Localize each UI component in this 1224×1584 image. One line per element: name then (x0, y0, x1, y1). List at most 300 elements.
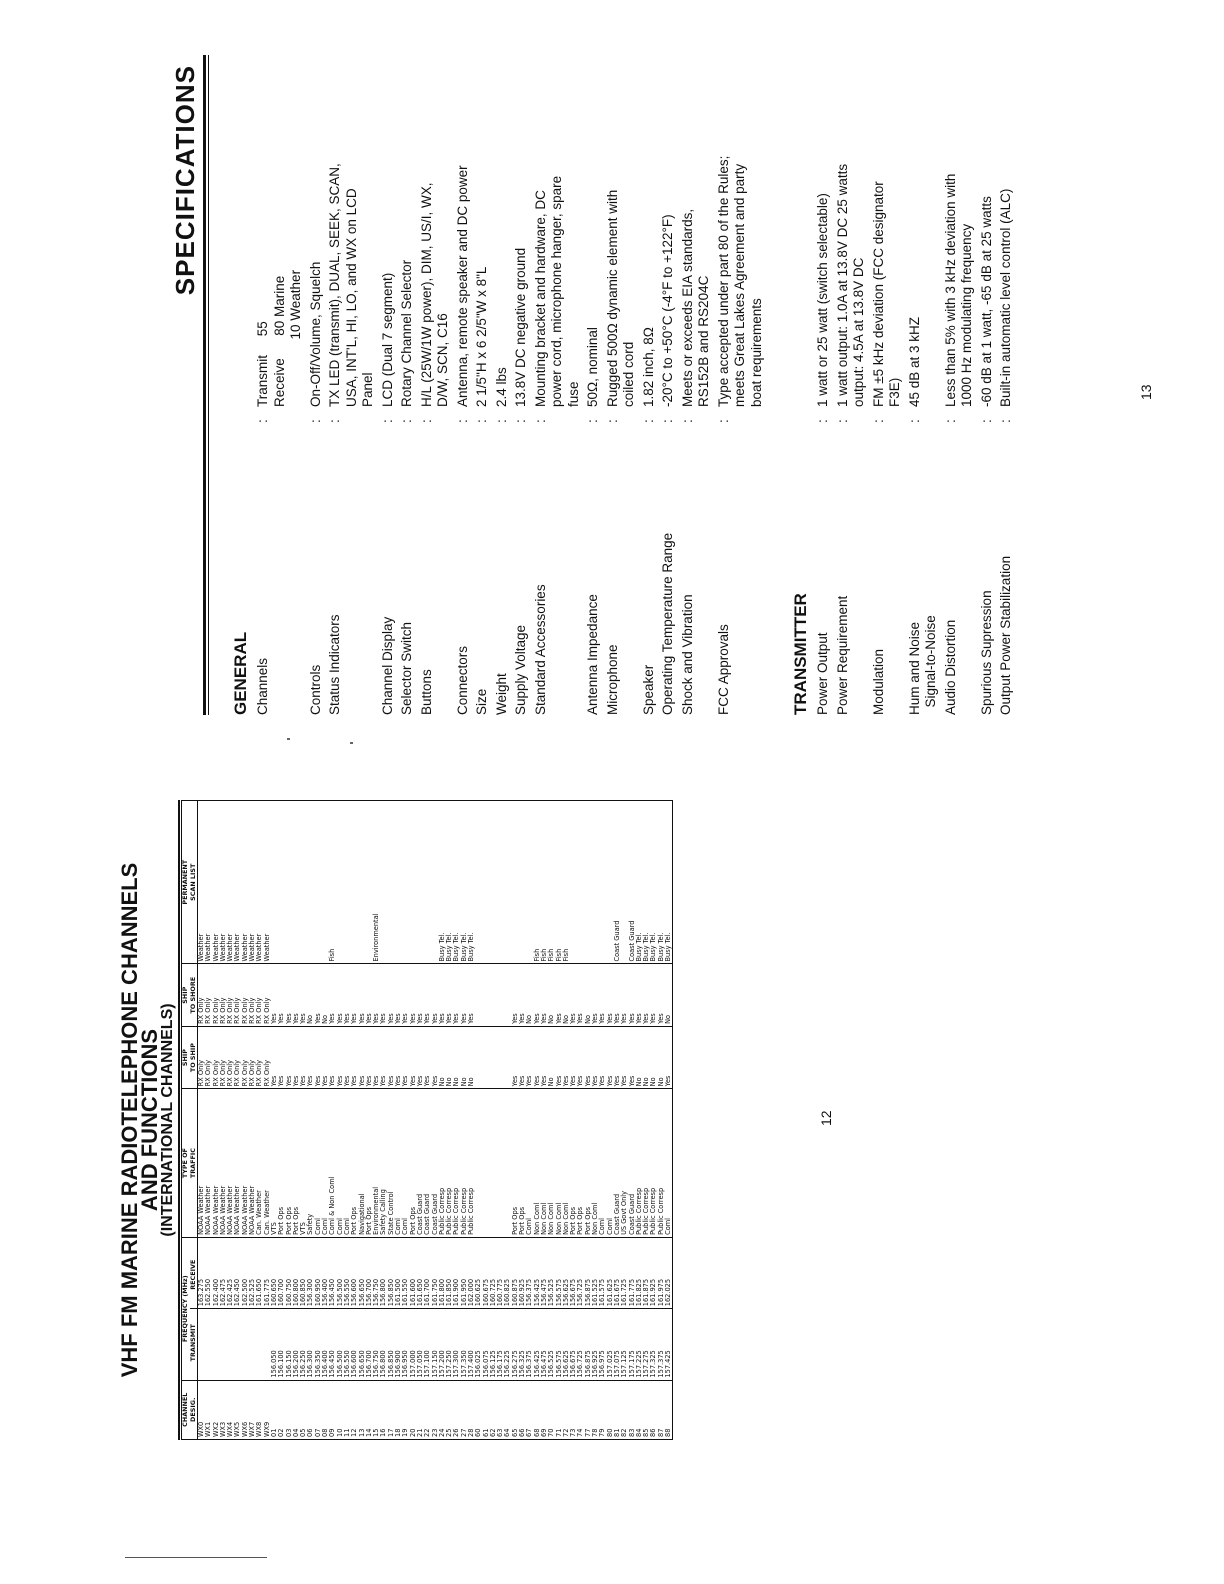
table-cell: 156.750 (373, 1237, 380, 1308)
table-cell (475, 801, 482, 965)
table-cell (198, 1309, 206, 1380)
spec-value: 45 dB at 3 kHZ (906, 316, 922, 407)
table-cell: 156.150 (286, 1309, 293, 1380)
table-cell: 28 (468, 1380, 475, 1439)
table-row (658, 801, 665, 1440)
spec-row (399, 55, 416, 715)
table-cell: 162.425 (227, 1237, 234, 1308)
table-cell: Yes (424, 1026, 431, 1088)
spec-value: Less than 5% with 3 kHz deviation with 1000 Hz modulating frequency (942, 173, 974, 407)
table-cell: 156.725 (577, 1237, 584, 1308)
table-cell: State Control (388, 1089, 395, 1238)
table-cell: 156.725 (577, 1309, 584, 1380)
table-row (650, 801, 657, 1440)
table-cell: 156.450 (329, 1237, 336, 1308)
spec-label: Channels (255, 657, 270, 715)
table-cell (344, 801, 351, 965)
table-row (446, 801, 453, 1440)
table-cell: RX Only (264, 964, 271, 1026)
table-cell: Yes (556, 964, 563, 1026)
table-cell: Port Ops (293, 1089, 300, 1238)
table-cell: No (585, 964, 592, 1026)
table-cell (526, 801, 533, 965)
table-cell: Yes (453, 964, 460, 1026)
table-row (607, 801, 614, 1440)
spec-colon: : (998, 419, 1013, 423)
table-cell: 26 (453, 1380, 460, 1439)
title-rule (178, 800, 180, 1440)
table-cell: Yes (359, 964, 366, 1026)
spec-label: Speaker (640, 664, 656, 715)
table-cell (490, 964, 497, 1026)
table-cell: 156.600 (351, 1237, 358, 1308)
spec-label: Hum and Noise Signal-to-Noise (906, 615, 938, 715)
table-cell: 05 (300, 1380, 307, 1439)
table-cell: Yes (541, 964, 548, 1026)
table-cell: 156.175 (497, 1309, 504, 1380)
table-cell: Yes (658, 964, 665, 1026)
table-cell: Coast Guard (629, 801, 636, 965)
table-cell: 156.225 (504, 1309, 511, 1380)
table-cell: WX8 (256, 1380, 263, 1439)
table-cell: No (307, 964, 314, 1026)
table-cell: 156.525 (548, 1237, 555, 1308)
table-cell: Busy Tel. (665, 801, 673, 965)
spec-row (680, 55, 713, 715)
table-cell: Yes (512, 1026, 519, 1088)
table-cell: 162.500 (242, 1237, 249, 1308)
table-cell: Busy Tel. (643, 801, 650, 965)
title-rule-thick (203, 55, 206, 715)
table-row (497, 801, 504, 1440)
channel-table-body (198, 801, 673, 1440)
table-row (432, 801, 439, 1440)
table-cell: 16 (380, 1380, 387, 1439)
table-cell (278, 801, 285, 965)
spec-colon: : (660, 419, 675, 423)
table-cell (497, 801, 504, 965)
spec-colon: : (978, 419, 994, 423)
spec-label: Power Output (815, 632, 830, 715)
table-cell: 79 (599, 1380, 606, 1439)
table-cell: Yes (424, 964, 431, 1026)
header-ship-to-ship: SHIP TO SHIP (182, 1026, 198, 1088)
table-cell: Yes (577, 964, 584, 1026)
table-row (563, 801, 570, 1440)
table-cell: Busy Tel. (636, 801, 643, 965)
table-cell (234, 1309, 241, 1380)
table-cell: 156.475 (541, 1237, 548, 1308)
table-cell: 156.100 (278, 1309, 285, 1380)
transmitter-spec-list (815, 55, 1015, 715)
table-cell: Yes (329, 964, 336, 1026)
spec-row (455, 55, 472, 715)
table-cell: Coml (337, 1089, 344, 1238)
table-cell: Yes (629, 964, 636, 1026)
spec-row (419, 55, 452, 715)
table-row (453, 801, 460, 1440)
table-title-line2: AND FUNCTIONS (137, 1028, 162, 1212)
table-cell: Non Coml (534, 1089, 541, 1238)
table-cell: Yes (446, 964, 453, 1026)
scan-edge-line (125, 1557, 267, 1558)
header-scan-list: PERMANENT SCAN LIST (182, 801, 198, 965)
table-cell: 156.950 (402, 1309, 409, 1380)
table-cell: RX Only (213, 964, 220, 1026)
table-cell: Safety (307, 1089, 314, 1238)
table-cell: 161.725 (621, 1237, 628, 1308)
spec-label: Standard Accessories (532, 584, 548, 715)
table-cell: Yes (556, 1026, 563, 1088)
table-cell: Coml (526, 1089, 533, 1238)
general-spec-list (255, 55, 765, 715)
spec-label: Weight (493, 673, 509, 715)
table-cell: 156.325 (519, 1309, 526, 1380)
table-cell: No (446, 1026, 453, 1088)
table-cell (497, 964, 504, 1026)
header-traffic: TYPE OF TRAFFIC (182, 1089, 198, 1238)
table-cell: No (453, 1026, 460, 1088)
spec-value: Rotary Channel Selector (399, 259, 414, 407)
spec-row (998, 55, 1015, 715)
spec-row (716, 55, 766, 715)
table-cell: 160.625 (475, 1237, 482, 1308)
table-cell: Yes (322, 1026, 329, 1088)
table-row (227, 801, 234, 1440)
table-row (388, 801, 395, 1440)
table-cell: Yes (395, 1026, 402, 1088)
table-cell: 04 (293, 1380, 300, 1439)
table-cell (249, 1309, 256, 1380)
table-cell: 162.400 (213, 1237, 220, 1308)
spec-row (327, 55, 377, 715)
spec-colon: : (418, 419, 434, 423)
table-cell (585, 801, 592, 965)
table-cell: Coml (395, 1089, 402, 1238)
table-cell (475, 1089, 482, 1238)
table-row (271, 801, 278, 1440)
table-cell: 161.900 (453, 1237, 460, 1308)
table-cell: NOAA Weather (242, 1089, 249, 1238)
table-cell: 12 (351, 1380, 358, 1439)
table-cell: Yes (402, 964, 409, 1026)
table-cell: 156.050 (271, 1309, 278, 1380)
page-number-13: 13 (1138, 384, 1154, 400)
spec-colon: : (513, 419, 528, 423)
spec-value: LCD (Dual 7 segment) (379, 272, 395, 407)
table-cell (424, 801, 431, 965)
table-cell: 161.800 (439, 1237, 446, 1308)
table-cell: 156.425 (534, 1309, 541, 1380)
table-cell: Busy Tel. (453, 801, 460, 965)
table-cell: US Govt Only (621, 1089, 628, 1238)
table-cell: 161.775 (629, 1237, 636, 1308)
table-cell: Coast Guard (629, 1089, 636, 1238)
spec-colon: : (834, 419, 850, 423)
table-cell: 27 (461, 1380, 468, 1439)
spec-value: 1 watt or 25 watt (switch selectable) (815, 193, 830, 407)
table-row (234, 801, 241, 1440)
table-cell: 82 (621, 1380, 628, 1439)
table-cell: Yes (621, 1026, 628, 1088)
table-cell: WX4 (227, 1380, 234, 1439)
table-cell (322, 801, 329, 965)
table-cell: Public Corresp (461, 1089, 468, 1238)
table-cell: 156.250 (300, 1309, 307, 1380)
spec-label: Microphone (604, 644, 620, 715)
table-cell: 161.875 (643, 1237, 650, 1308)
table-cell: 161.600 (410, 1237, 417, 1308)
table-row (512, 801, 519, 1440)
table-cell: 157.175 (629, 1309, 636, 1380)
table-cell: RX Only (234, 964, 241, 1026)
table-cell: Non Coml (541, 1089, 548, 1238)
spec-value: Meets or exceeds EIA standards, RS152B and RS204C (679, 208, 711, 407)
table-cell (490, 801, 497, 965)
table-cell (512, 801, 519, 965)
table-cell: Yes (534, 964, 541, 1026)
table-cell: NOAA Weather (234, 1089, 241, 1238)
table-cell: No (658, 1026, 665, 1088)
table-cell: Port Ops (519, 1089, 526, 1238)
table-cell (483, 1026, 490, 1088)
table-cell: 160.775 (497, 1237, 504, 1308)
table-row (249, 801, 256, 1440)
table-row (395, 801, 402, 1440)
table-cell: 157.150 (432, 1309, 439, 1380)
table-cell: VTS (271, 1089, 278, 1238)
table-cell: Coast Guard (614, 801, 621, 965)
table-cell: No (636, 1026, 643, 1088)
table-cell: Non Coml (592, 1089, 599, 1238)
table-row (286, 801, 293, 1440)
table-cell: 156.875 (585, 1309, 592, 1380)
spec-row (660, 55, 677, 715)
spec-label: Connectors (454, 645, 470, 715)
table-cell: 160.925 (519, 1237, 526, 1308)
table-cell: Yes (359, 1026, 366, 1088)
spec-row (380, 55, 397, 715)
header-ship-to-shore: SHIP TO SHORE (182, 964, 198, 1026)
table-cell: Coml (607, 1089, 614, 1238)
table-cell: 81 (614, 1380, 621, 1439)
table-row (556, 801, 563, 1440)
table-cell: Yes (300, 964, 307, 1026)
table-cell: Yes (286, 964, 293, 1026)
table-row (410, 801, 417, 1440)
table-cell: Yes (337, 1026, 344, 1088)
table-cell: 157.350 (461, 1309, 468, 1380)
table-cell: Busy Tel. (439, 801, 446, 965)
table-row (468, 801, 475, 1440)
table-cell: Yes (417, 1026, 424, 1088)
table-cell: 156.675 (570, 1309, 577, 1380)
table-cell: 156.675 (570, 1237, 577, 1308)
table-cell: 156.700 (366, 1237, 373, 1308)
specifications-page (170, 55, 1110, 715)
table-cell: 162.000 (468, 1237, 475, 1308)
table-cell (205, 1309, 212, 1380)
table-row (599, 801, 606, 1440)
spec-label: Shock and Vibration (679, 594, 695, 715)
table-cell: Yes (380, 964, 387, 1026)
table-cell: Weather (234, 801, 241, 965)
table-cell: 62 (490, 1380, 497, 1439)
table-cell: WX7 (249, 1380, 256, 1439)
table-row (665, 801, 673, 1440)
table-cell: VTS (300, 1089, 307, 1238)
table-row (424, 801, 431, 1440)
table-cell: 77 (585, 1380, 592, 1439)
table-cell (227, 1309, 234, 1380)
table-cell: RX Only (198, 964, 206, 1026)
table-cell: 65 (512, 1380, 519, 1439)
table-cell: 24 (439, 1380, 446, 1439)
table-cell: Yes (315, 964, 322, 1026)
table-cell: 71 (556, 1380, 563, 1439)
spec-label: Power Requirement (834, 595, 850, 715)
table-cell: Yes (665, 1026, 673, 1088)
table-cell: Yes (351, 964, 358, 1026)
spec-value: 1.82 inch, 8Ω (640, 327, 656, 407)
table-row (621, 801, 628, 1440)
spec-value: H/L (25W/1W power), DIM, US/I, WX, D/W, SCN, C16 (418, 182, 450, 407)
table-cell: RX Only (205, 1026, 212, 1088)
table-cell: Can. Weather (256, 1089, 263, 1238)
table-cell: Fish (556, 801, 563, 965)
table-cell: 11 (344, 1380, 351, 1439)
table-row (380, 801, 387, 1440)
table-cell: Yes (526, 1026, 533, 1088)
table-cell: 163.275 (198, 1237, 206, 1308)
table-cell: 17 (388, 1380, 395, 1439)
table-cell: 08 (322, 1380, 329, 1439)
table-cell: Yes (293, 964, 300, 1026)
table-cell: 21 (417, 1380, 424, 1439)
table-cell: Yes (541, 1026, 548, 1088)
table-row (475, 801, 482, 1440)
table-cell: 25 (446, 1380, 453, 1439)
table-cell: 157.325 (650, 1309, 657, 1380)
table-cell: Coml (344, 1089, 351, 1238)
table-cell: Yes (621, 964, 628, 1026)
channel-table-page (117, 800, 672, 1440)
spec-label: Size (474, 688, 489, 715)
table-cell (351, 801, 358, 965)
table-cell: 161.850 (446, 1237, 453, 1308)
table-cell: 156.125 (490, 1309, 497, 1380)
table-cell: Yes (534, 1026, 541, 1088)
spec-row (255, 55, 305, 715)
table-cell: 162.550 (205, 1237, 212, 1308)
table-row (629, 801, 636, 1440)
table-cell: Yes (388, 964, 395, 1026)
table-cell: Yes (417, 964, 424, 1026)
table-cell: 156.975 (599, 1309, 606, 1380)
spec-value: -60 dB at 1 watt, -65 dB at 25 watts (978, 196, 994, 407)
table-cell: Yes (519, 964, 526, 1026)
table-cell: 156.575 (556, 1237, 563, 1308)
table-row (242, 801, 249, 1440)
table-cell (497, 1026, 504, 1088)
table-cell (577, 801, 584, 965)
table-cell: Yes (307, 1026, 314, 1088)
table-cell: 156.800 (380, 1237, 387, 1308)
table-cell: 156.300 (307, 1309, 314, 1380)
table-cell: RX Only (220, 1026, 227, 1088)
table-cell: 18 (395, 1380, 402, 1439)
table-cell: Weather (213, 801, 220, 965)
table-cell: Weather (256, 801, 263, 965)
spec-label: Buttons (418, 669, 434, 715)
table-cell: 161.650 (256, 1237, 263, 1308)
table-cell: 156.550 (344, 1237, 351, 1308)
table-cell (213, 1309, 220, 1380)
table-row (402, 801, 409, 1440)
spec-row (979, 55, 996, 715)
table-cell: Port Ops (351, 1089, 358, 1238)
table-cell: 156.025 (475, 1309, 482, 1380)
table-cell: Coast Guard (424, 1089, 431, 1238)
table-row (220, 801, 227, 1440)
table-cell: 156.625 (563, 1237, 570, 1308)
table-cell (417, 801, 424, 965)
table-cell: 160.825 (504, 1237, 511, 1308)
table-cell: 157.050 (417, 1309, 424, 1380)
table-cell: Yes (563, 1026, 570, 1088)
table-cell: Coml & Non Coml (329, 1089, 336, 1238)
table-row (256, 801, 263, 1440)
table-cell: NOAA Weather (249, 1089, 256, 1238)
table-cell: 156.075 (483, 1309, 490, 1380)
specifications-title: SPECIFICATIONS (170, 65, 200, 296)
table-cell: Yes (300, 1026, 307, 1088)
table-cell: 162.450 (234, 1237, 241, 1308)
table-cell: 88 (665, 1380, 673, 1439)
table-cell: 161.925 (650, 1237, 657, 1308)
table-row (329, 801, 336, 1440)
spec-label: Operating Temperature Range (660, 532, 675, 715)
table-cell: Yes (629, 1026, 636, 1088)
table-row (526, 801, 533, 1440)
table-cell: Yes (512, 964, 519, 1026)
table-cell (380, 801, 387, 965)
table-cell: Yes (461, 964, 468, 1026)
table-cell: Yes (388, 1026, 395, 1088)
table-cell: Yes (592, 964, 599, 1026)
table-cell: No (650, 1026, 657, 1088)
table-cell: 10 (337, 1380, 344, 1439)
table-cell: 161.550 (402, 1237, 409, 1308)
table-cell: Yes (344, 964, 351, 1026)
spec-label: Audio Distortion (942, 619, 958, 715)
table-row (490, 801, 497, 1440)
spec-colon: : (604, 419, 620, 423)
table-cell: RX Only (198, 1026, 206, 1088)
table-cell: Coml (665, 1089, 673, 1238)
table-row (300, 801, 307, 1440)
table-cell: Coast Guard (614, 1089, 621, 1238)
table-cell: NOAA Weather (220, 1089, 227, 1238)
table-row (439, 801, 446, 1440)
table-cell: Yes (366, 1026, 373, 1088)
table-cell: Yes (519, 1026, 526, 1088)
table-row (307, 801, 314, 1440)
table-cell: Port Ops (286, 1089, 293, 1238)
table-cell: Yes (468, 964, 475, 1026)
table-cell: NOAA Weather (213, 1089, 220, 1238)
table-cell: No (322, 964, 329, 1026)
